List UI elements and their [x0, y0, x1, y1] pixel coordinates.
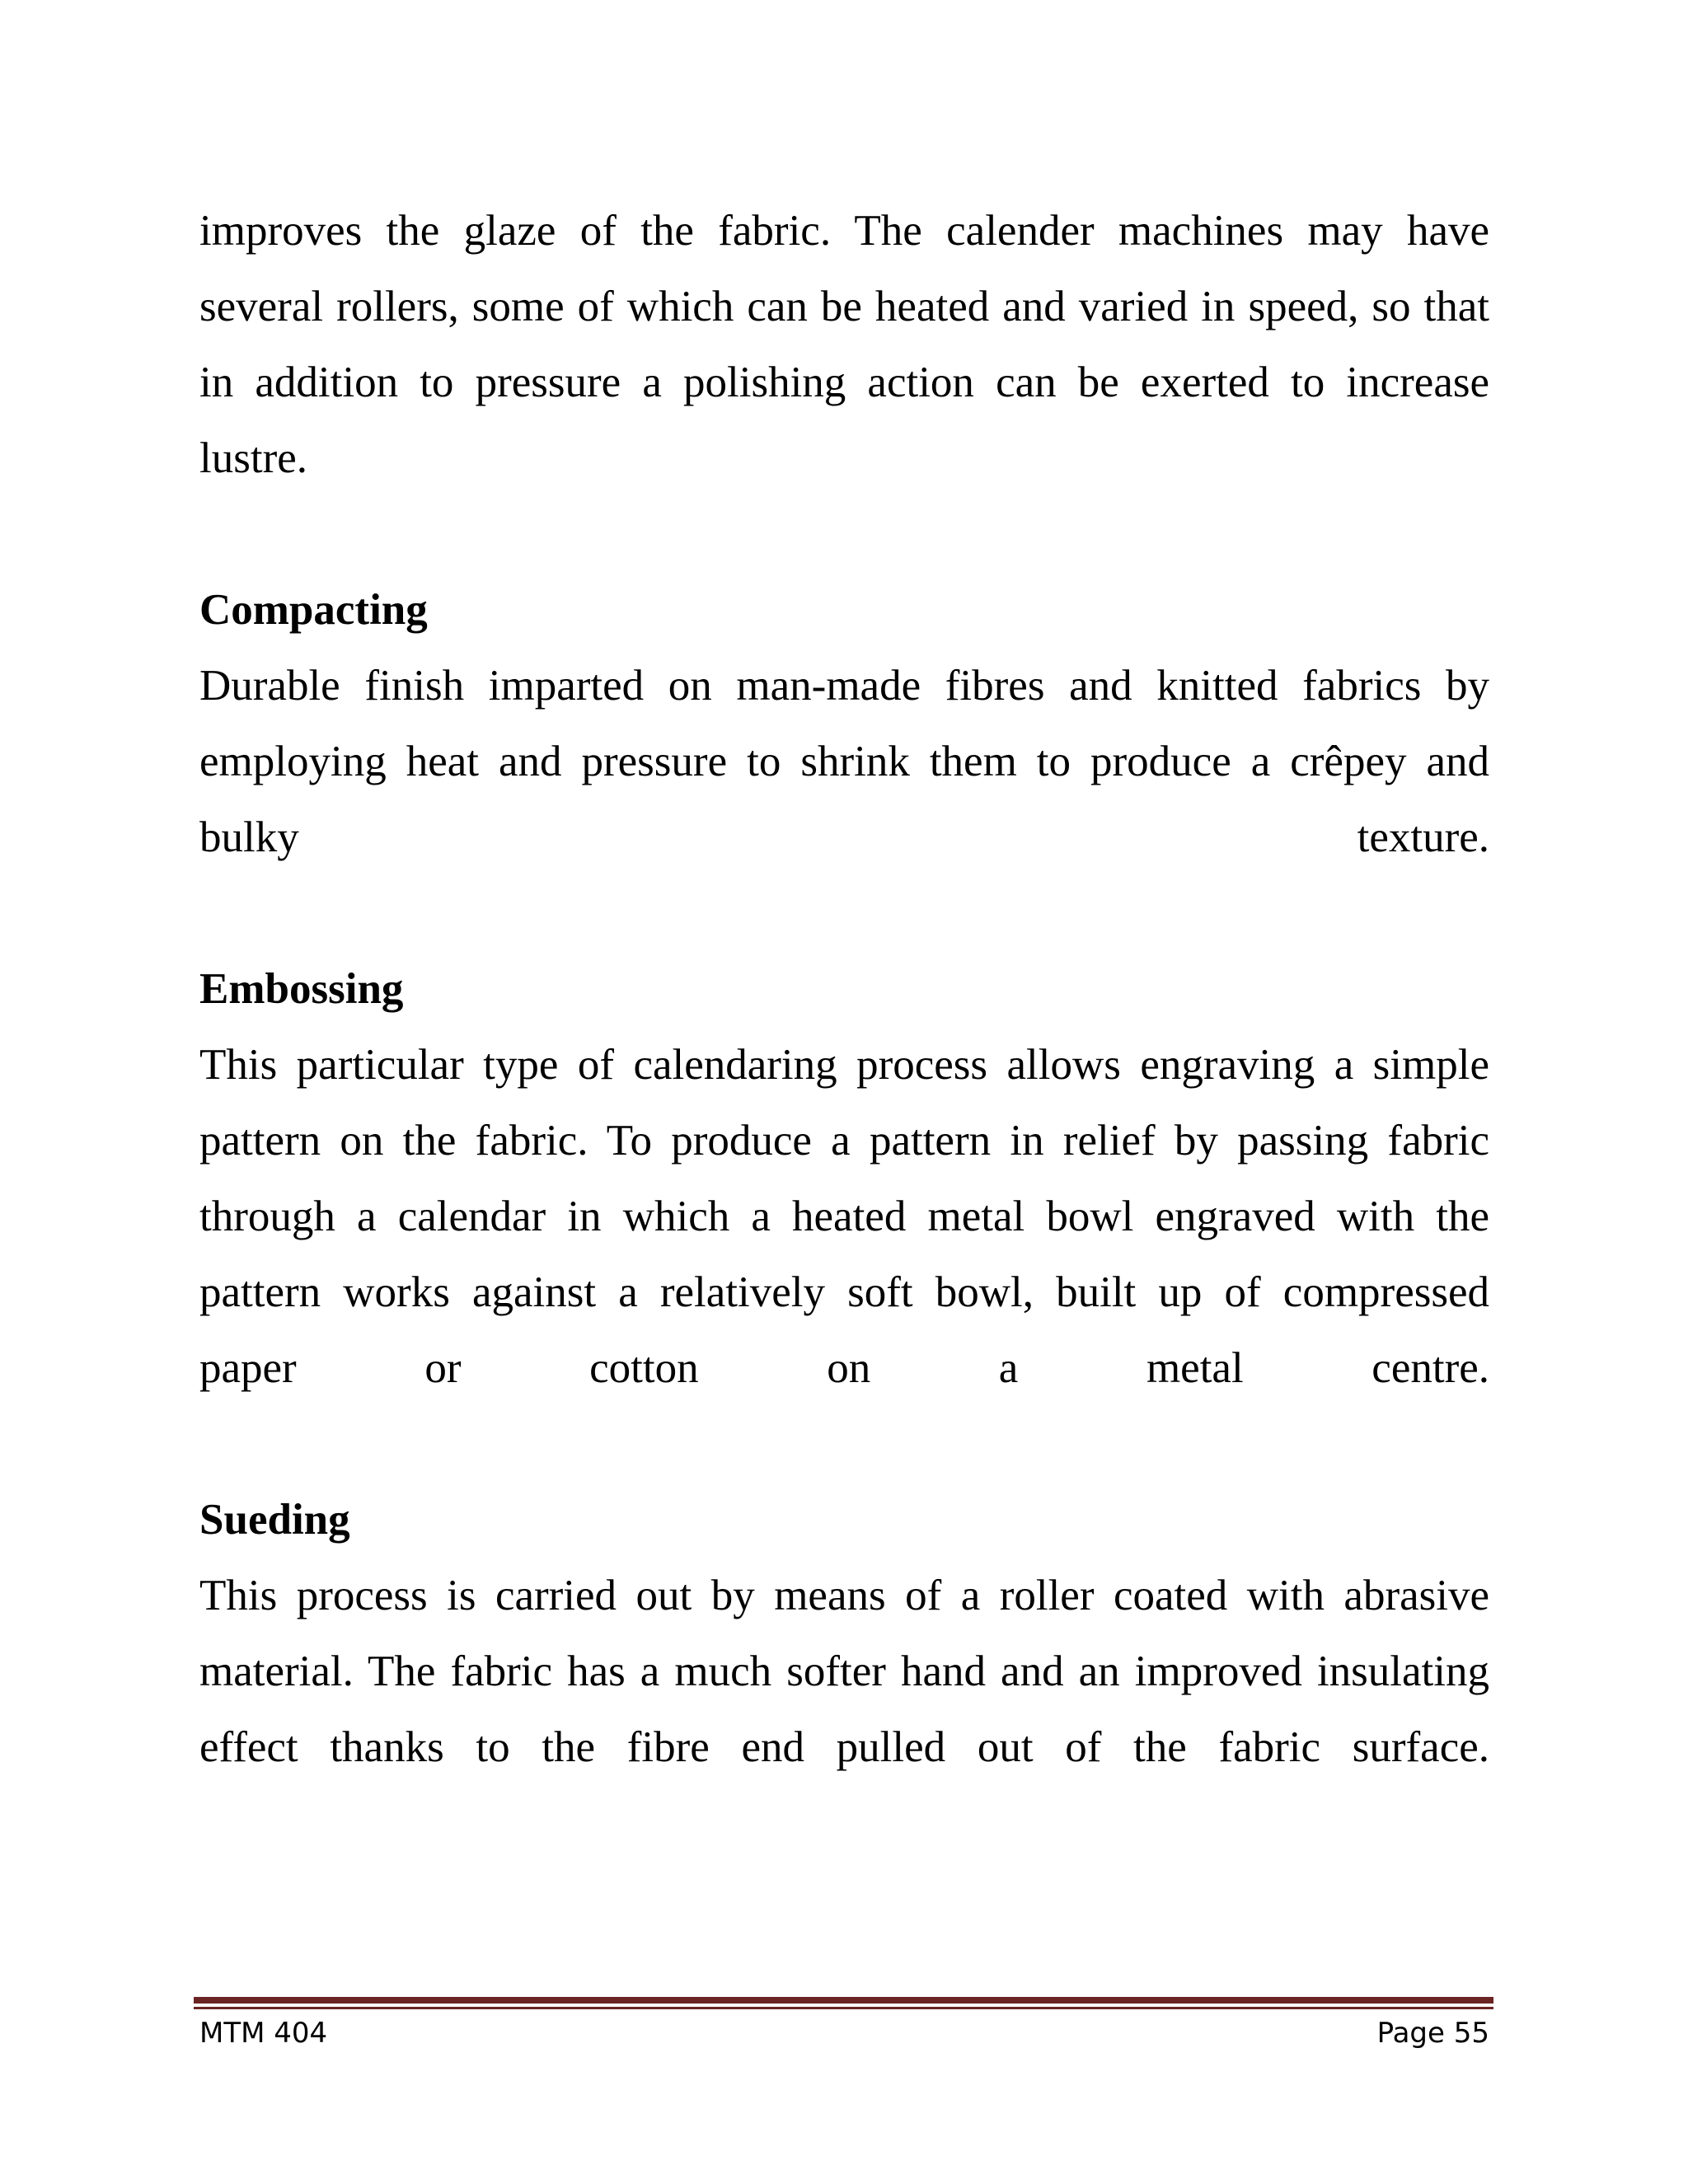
paragraph-gap [199, 875, 1489, 951]
intro-line: several rollers, some of which can be heated and varied in speed, so that [199, 283, 1489, 330]
embossing-line: paper or cotton on a metal centre. [199, 1344, 1489, 1392]
section-heading-embossing: Embossing [199, 965, 404, 1013]
intro-line: lustre. [199, 434, 307, 482]
page-number: Page 55 [1376, 2017, 1489, 2050]
paragraph-gap [199, 496, 1489, 572]
paragraph-gap [199, 1406, 1489, 1482]
embossing-line: pattern on the fabric. To produce a pattern in relief by passing fabric [199, 1117, 1489, 1165]
compacting-line: bulky texture. [199, 813, 1489, 861]
embossing-line: pattern works against a relatively soft bowl, built up of compressed [199, 1268, 1489, 1316]
intro-line: improves the glaze of the fabric. The calender machines may have [199, 207, 1489, 255]
compacting-line: employing heat and pressure to shrink them to produce a crêpey and [199, 738, 1489, 785]
embossing-line: This particular type of calendaring process allows engraving a simple [199, 1041, 1489, 1089]
footer-divider-thin [194, 2007, 1493, 2009]
section-heading-compacting: Compacting [199, 586, 428, 634]
embossing-line: through a calendar in which a heated metal bowl engraved with the [199, 1193, 1489, 1240]
compacting-line: Durable finish imparted on man-made fibres and knitted fabrics by [199, 662, 1489, 710]
sueding-line: effect thanks to the fibre end pulled out of the fabric surface. [199, 1723, 1489, 1771]
course-code: MTM 404 [199, 2017, 328, 2050]
page-footer [199, 2013, 1489, 2054]
page-body [199, 193, 1489, 1785]
sueding-line: material. The fabric has a much softer hand and an improved insulating [199, 1647, 1489, 1695]
intro-line: in addition to pressure a polishing action can be exerted to increase [199, 359, 1489, 406]
footer-divider-thick [194, 1997, 1493, 2004]
section-heading-sueding: Sueding [199, 1496, 350, 1544]
sueding-line: This process is carried out by means of a roller coated with abrasive [199, 1572, 1489, 1619]
